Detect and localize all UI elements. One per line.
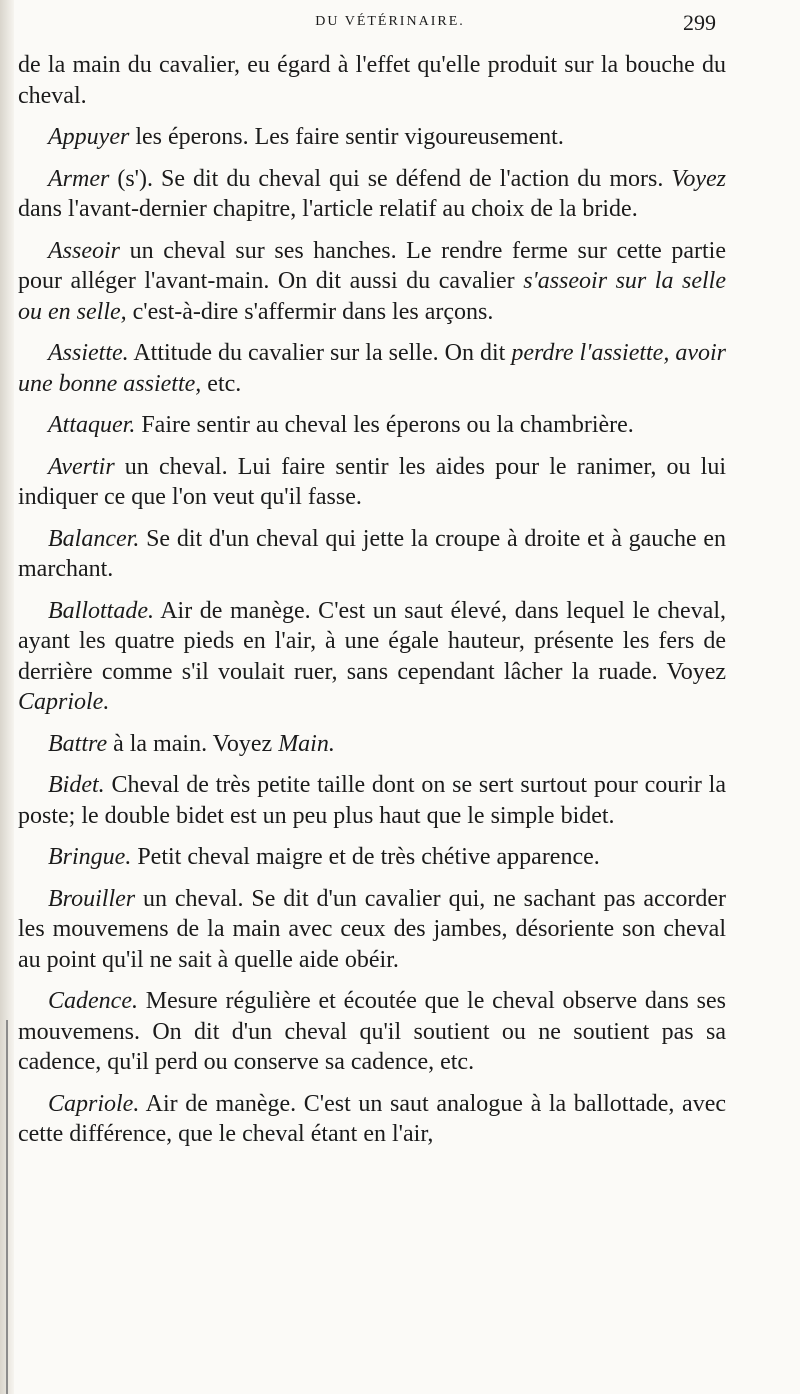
entry-italic-phrase: Capriole. <box>18 689 110 715</box>
entry-text: les éperons. Les faire sentir vigoureusement. <box>129 124 564 150</box>
entry-appuyer <box>18 122 726 153</box>
entry-text: un cheval. Se dit d'un cavalier qui, ne sachant pas accorder les mouvemens de la main avec ceux des jambes, désoriente son cheval au point qu'il ne sait à quelle aide obéir. <box>18 885 726 973</box>
entry-continuation <box>18 50 726 111</box>
entry-asseoir <box>18 236 726 328</box>
entry-text: Faire sentir au cheval les éperons ou la chambrière. <box>135 412 634 438</box>
entry-term: Brouiller <box>48 885 136 912</box>
entry-avertir <box>18 452 726 513</box>
entry-term: Asseoir <box>48 237 120 264</box>
entry-battre <box>18 729 726 760</box>
entry-reference: Voyez <box>671 165 726 192</box>
entry-italic-phrase: perdre l'assiette, avoir une bonne assiette, <box>18 340 727 397</box>
binding-edge-line <box>6 1020 8 1394</box>
entry-term: Battre <box>48 730 108 757</box>
entry-text: Air de manège. C'est un saut analogue à la ballottade, avec cette différence, que le cheval étant en l'air, <box>18 1090 726 1147</box>
entry-assiette <box>18 338 726 399</box>
entry-text: un cheval. Lui faire sentir les aides pour le ranimer, ou lui indiquer ce que l'on veut qu'il fasse. <box>18 453 726 510</box>
entry-text: un cheval sur ses hanches. Le rendre ferme sur cette partie pour alléger l'avant-main. On dit aussi du cavalier <box>18 237 726 294</box>
entry-italic-phrase: s'asseoir sur la selle ou en selle, <box>18 268 727 325</box>
entry-term: Cadence. <box>48 988 138 1014</box>
entry-capriole <box>18 1089 726 1150</box>
entry-text: de la main du cavalier, eu égard à l'effet qu'elle produit sur la bouche du cheval. <box>18 52 726 109</box>
running-head: DU VÉTÉRINAIRE. <box>315 14 465 29</box>
entry-bidet <box>18 770 726 831</box>
entry-text: Petit cheval maigre et de très chétive apparence. <box>131 844 600 870</box>
entry-term: Capriole. <box>48 1090 140 1117</box>
page-number: 299 <box>683 10 716 35</box>
entry-ballottade <box>18 596 726 718</box>
entry-term: Ballottade. <box>48 597 154 624</box>
entry-term: Bidet. <box>48 772 105 798</box>
entry-attaquer <box>18 410 726 441</box>
entry-text: à la main. Voyez <box>107 730 279 757</box>
entry-text-continued: c'est-à-dire s'affermir dans les arçons. <box>126 298 494 325</box>
glossary-text <box>18 50 726 1161</box>
entry-balancer <box>18 524 726 585</box>
entry-term: Attaquer. <box>48 412 136 438</box>
entry-term: Avertir <box>48 453 115 480</box>
page-header <box>0 12 800 40</box>
entry-term: Armer <box>48 165 110 192</box>
entry-brouiller <box>18 884 726 976</box>
entry-text-continued: dans l'avant-dernier chapitre, l'article relatif au choix de la bride. <box>18 196 638 222</box>
entry-armer <box>18 164 726 225</box>
entry-bringue <box>18 842 726 873</box>
entry-italic-phrase: Main. <box>278 730 335 757</box>
entry-text: Mesure régulière et écoutée que le cheval observe dans ses mouvemens. On dit d'un cheval qu'il soutient ou ne soutient pas sa cadence, qu'il perd ou conserve sa cadence, etc. <box>18 988 726 1075</box>
entry-term: Assiette. <box>48 340 129 366</box>
entry-text: Air de manège. C'est un saut élevé, dans lequel le cheval, ayant les quatre pieds en l'air, à une égale hauteur, présente les fers de derrière comme s'il voulait ruer, sans cependant lâcher la ruade. Voyez <box>18 597 726 685</box>
entry-term: Balancer. <box>48 525 140 552</box>
entry-term: Bringue. <box>48 844 132 870</box>
entry-text: (s'). Se dit du cheval qui se défend de l'action du mors. <box>109 165 672 192</box>
entry-text: Cheval de très petite taille dont on se sert surtout pour courir la poste; le double bidet est un peu plus haut que le simple bidet. <box>18 772 726 829</box>
entry-text: Attitude du cavalier sur la selle. On dit <box>128 340 512 366</box>
entry-cadence <box>18 986 726 1078</box>
entry-text-continued: etc. <box>201 370 242 397</box>
entry-text: Se dit d'un cheval qui jette la croupe à droite et à gauche en marchant. <box>18 525 726 582</box>
entry-term: Appuyer <box>48 124 130 150</box>
